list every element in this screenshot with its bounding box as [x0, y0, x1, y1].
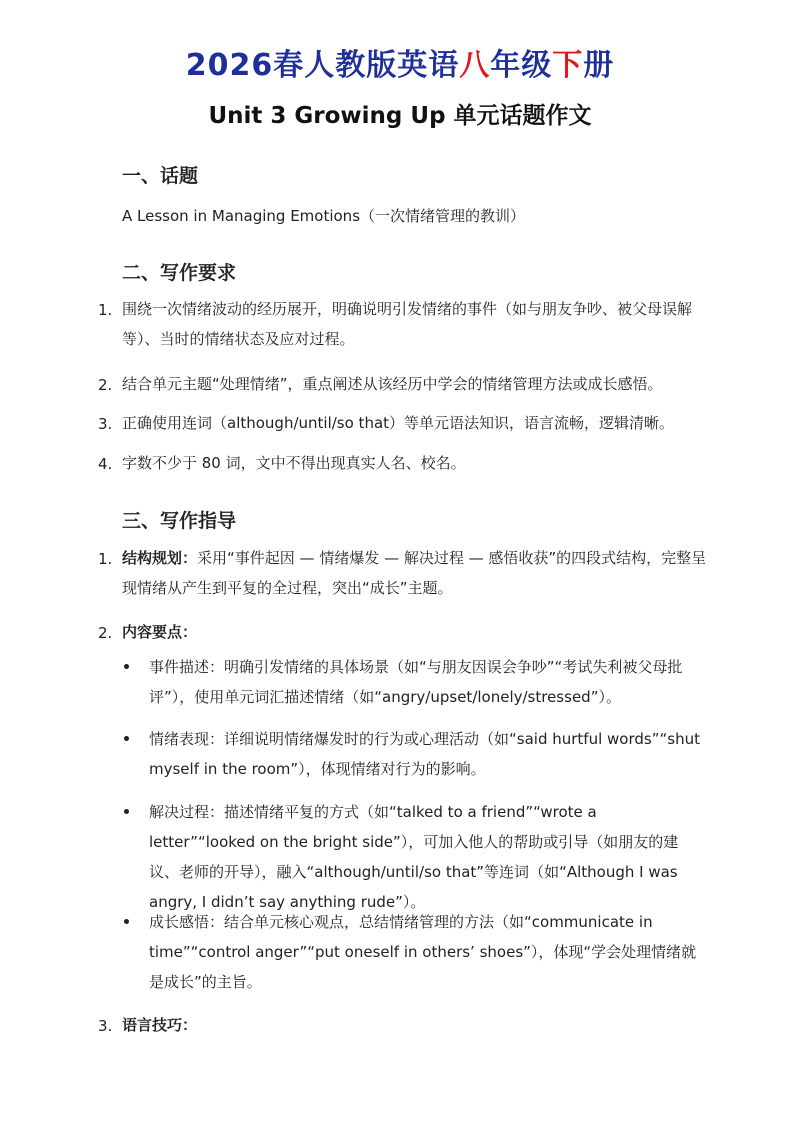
section-heading-requirements: 二、写作要求: [122, 262, 237, 284]
requirement-item: 字数不少于 80 词，文中不得出现真实人名、校名。: [122, 454, 466, 472]
guidance-text: 采用“事件起因 — 情绪爆发 — 解决过程 — 感悟收获”的四段式结构，完整呈现情绪从产生到平复的全过程，突出“成长”主题。: [122, 549, 707, 597]
section-heading-topic: 一、话题: [122, 165, 199, 187]
requirement-item: 围绕一次情绪波动的经历展开，明确说明引发情绪的事件（如与朋友争吵、被父母误解等）、当时的情绪状态及应对过程。: [122, 300, 693, 348]
requirement-item: 正确使用连词（although/until/so that）等单元语法知识，语言流畅，逻辑清晰。: [122, 414, 675, 432]
list-number: 1.: [98, 301, 113, 319]
list-item: 成长感悟：结合单元核心观点，总结情绪管理的方法（如“communicate in time”“control anger”“put oneself in others’ shoes”），体现“学会处理情绪就是成长”的主旨。: [149, 913, 697, 991]
list-number: 2.: [98, 376, 113, 394]
section-heading-guidance: 三、写作指导: [122, 510, 237, 532]
list-number: 3.: [98, 415, 113, 433]
title-term: 下: [552, 48, 584, 83]
guidance-item-language: [122, 1010, 707, 1040]
list-number: 2.: [98, 624, 113, 642]
list-number: 3.: [98, 1017, 113, 1035]
bullet-icon: [124, 919, 129, 924]
title-part1: 春人教版英语: [273, 48, 460, 83]
title-year: 2026: [185, 48, 274, 83]
bullet-icon: [124, 809, 129, 814]
document-title: [0, 40, 800, 84]
title-part3: 册: [583, 48, 615, 83]
list-item: 事件描述：明确引发情绪的具体场景（如“与朋友因误会争吵”“考试失利被父母批评”），使用单元词汇描述情绪（如“angry/upset/lonely/stressed”）。: [149, 658, 683, 706]
bullet-icon: [124, 664, 129, 669]
requirement-item: 结合单元主题“处理情绪”，重点阐述从该经历中学会的情绪管理方法或成长感悟。: [122, 375, 663, 393]
guidance-label: 结构规划：: [122, 549, 198, 567]
list-item: 情绪表现：详细说明情绪爆发时的行为或心理活动（如“said hurtful words”“shut myself in the room”），体现情绪对行为的影响。: [149, 730, 700, 778]
topic-text: A Lesson in Managing Emotions（一次情绪管理的教训）: [122, 207, 526, 225]
list-number: 4.: [98, 455, 113, 473]
bullet-icon: [124, 736, 129, 741]
guidance-label: 语言技巧：: [122, 1016, 198, 1034]
list-item: 解决过程：描述情绪平复的方式（如“talked to a friend”“wrote a letter”“looked on the bright side”），可加入他人的帮助或引导（如朋友的建议、老师的开导），融入“although/until/so that”等连词（如“Although I was angry, I didn’t say anything rude”）。: [149, 803, 679, 911]
title-grade-char: 八: [459, 48, 491, 83]
list-number: 1.: [98, 550, 113, 568]
guidance-item-structure: [122, 543, 707, 603]
title-part2: 年级: [490, 48, 553, 83]
document-subtitle: Unit 3 Growing Up 单元话题作文: [208, 103, 592, 129]
guidance-label: 内容要点：: [122, 623, 198, 641]
guidance-item-content: [122, 617, 707, 647]
